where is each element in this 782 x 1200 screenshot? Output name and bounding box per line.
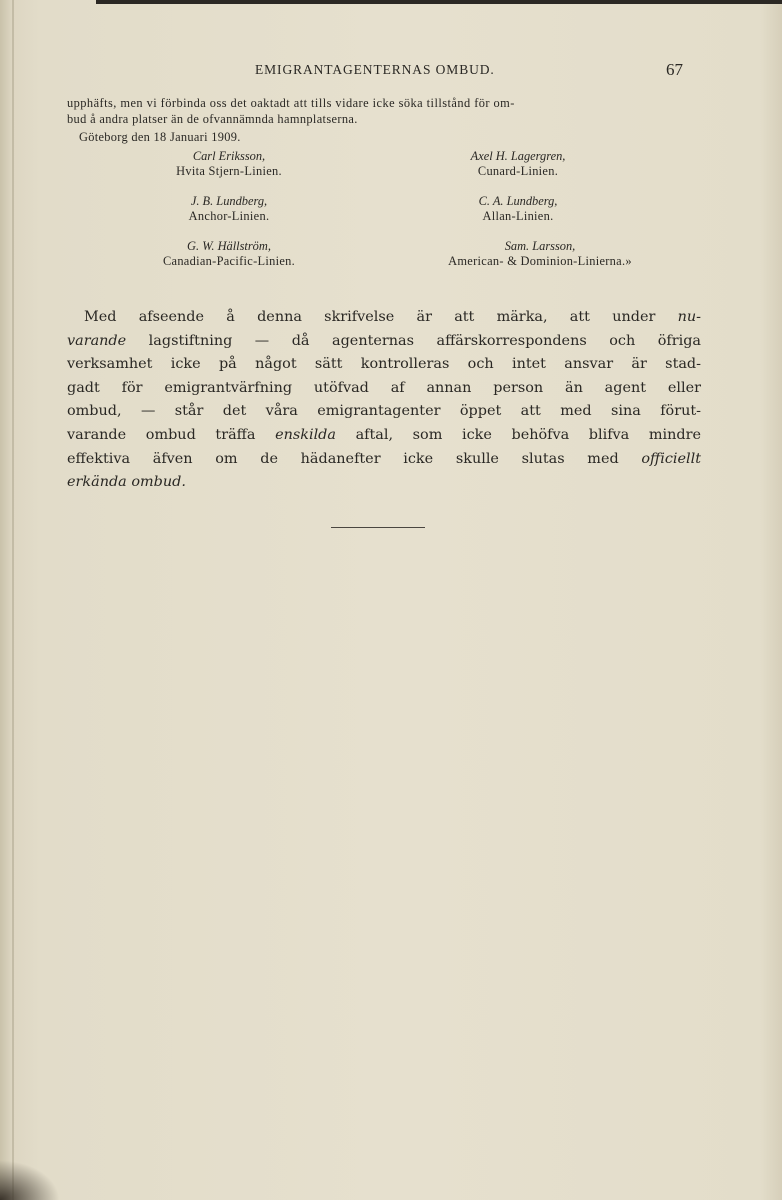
signature-block — [408, 149, 628, 178]
body-line: gadt för emigrantvärfning utöfvad af annan person än agent eller — [67, 379, 701, 396]
signature-block — [119, 239, 339, 268]
signatory-name: Axel H. Lagergren, — [470, 149, 566, 163]
body-line — [67, 471, 701, 495]
signatory-line: Allan-Linien. — [482, 208, 554, 223]
emphasis: enskilda — [275, 426, 336, 443]
signatory-line: Anchor-Linien. — [188, 208, 270, 223]
signatory-name: J. B. Lundberg, — [190, 194, 268, 208]
signatory-name: G. W. Hällström, — [187, 239, 271, 253]
body-line: Med afseende å denna skrifvelse är att märka, att under nu- — [84, 309, 701, 325]
signature-block — [408, 194, 628, 223]
signatory-line: Hvita Stjern-Linien. — [176, 163, 282, 178]
body-line: effektiva äfven om de hädanefter icke skulle slutas med officiellt — [67, 450, 701, 467]
emphasis: nu- — [677, 309, 701, 325]
running-head: EMIGRANTAGENTERNAS OMBUD. — [255, 62, 495, 77]
page-gutter — [12, 0, 14, 1200]
body-line: ombud, — står det våra emigrantagenter öppet att med sina förut- — [67, 403, 701, 420]
emphasis: varande — [67, 332, 127, 349]
signatory-line: Cunard-Linien. — [477, 163, 559, 178]
body-line: varande lagstiftning — då agenternas affärskorrespondens och öfriga — [67, 332, 701, 349]
top-edge-bar — [96, 0, 782, 4]
signature-block — [119, 149, 339, 178]
emphasis: erkända ombud. — [67, 474, 186, 491]
page-number: 67 — [666, 60, 683, 79]
signatory-name: Sam. Larsson, — [504, 239, 576, 253]
corner-shadow — [0, 1160, 60, 1200]
signature-block — [420, 239, 660, 268]
section-divider — [331, 527, 425, 528]
letter-line-1: upphäfts, men vi förbinda oss det oaktadt att tills vidare icke söka tillstånd för om- — [67, 96, 515, 110]
emphasis: officiellt — [641, 450, 701, 467]
signatory-line: Canadian-Pacific-Linien. — [162, 253, 296, 268]
signatory-name: C. A. Lundberg, — [478, 194, 558, 208]
signatory-line: American- & Dominion-Linierna.» — [448, 253, 632, 268]
body-line: verksamhet icke på något sätt kontrolleras och intet ansvar är stad- — [67, 356, 701, 373]
signatory-name: Carl Eriksson, — [192, 149, 266, 163]
body-paragraph — [67, 306, 701, 495]
signature-block — [119, 194, 339, 223]
letter-line-2: bud å andra platser än de ofvannämnda hamnplatserna. — [67, 112, 358, 126]
body-line: varande ombud träffa enskilda aftal, som icke behöfva blifva mindre — [67, 426, 701, 443]
letter-date-line: Göteborg den 18 Januari 1909. — [79, 130, 241, 144]
